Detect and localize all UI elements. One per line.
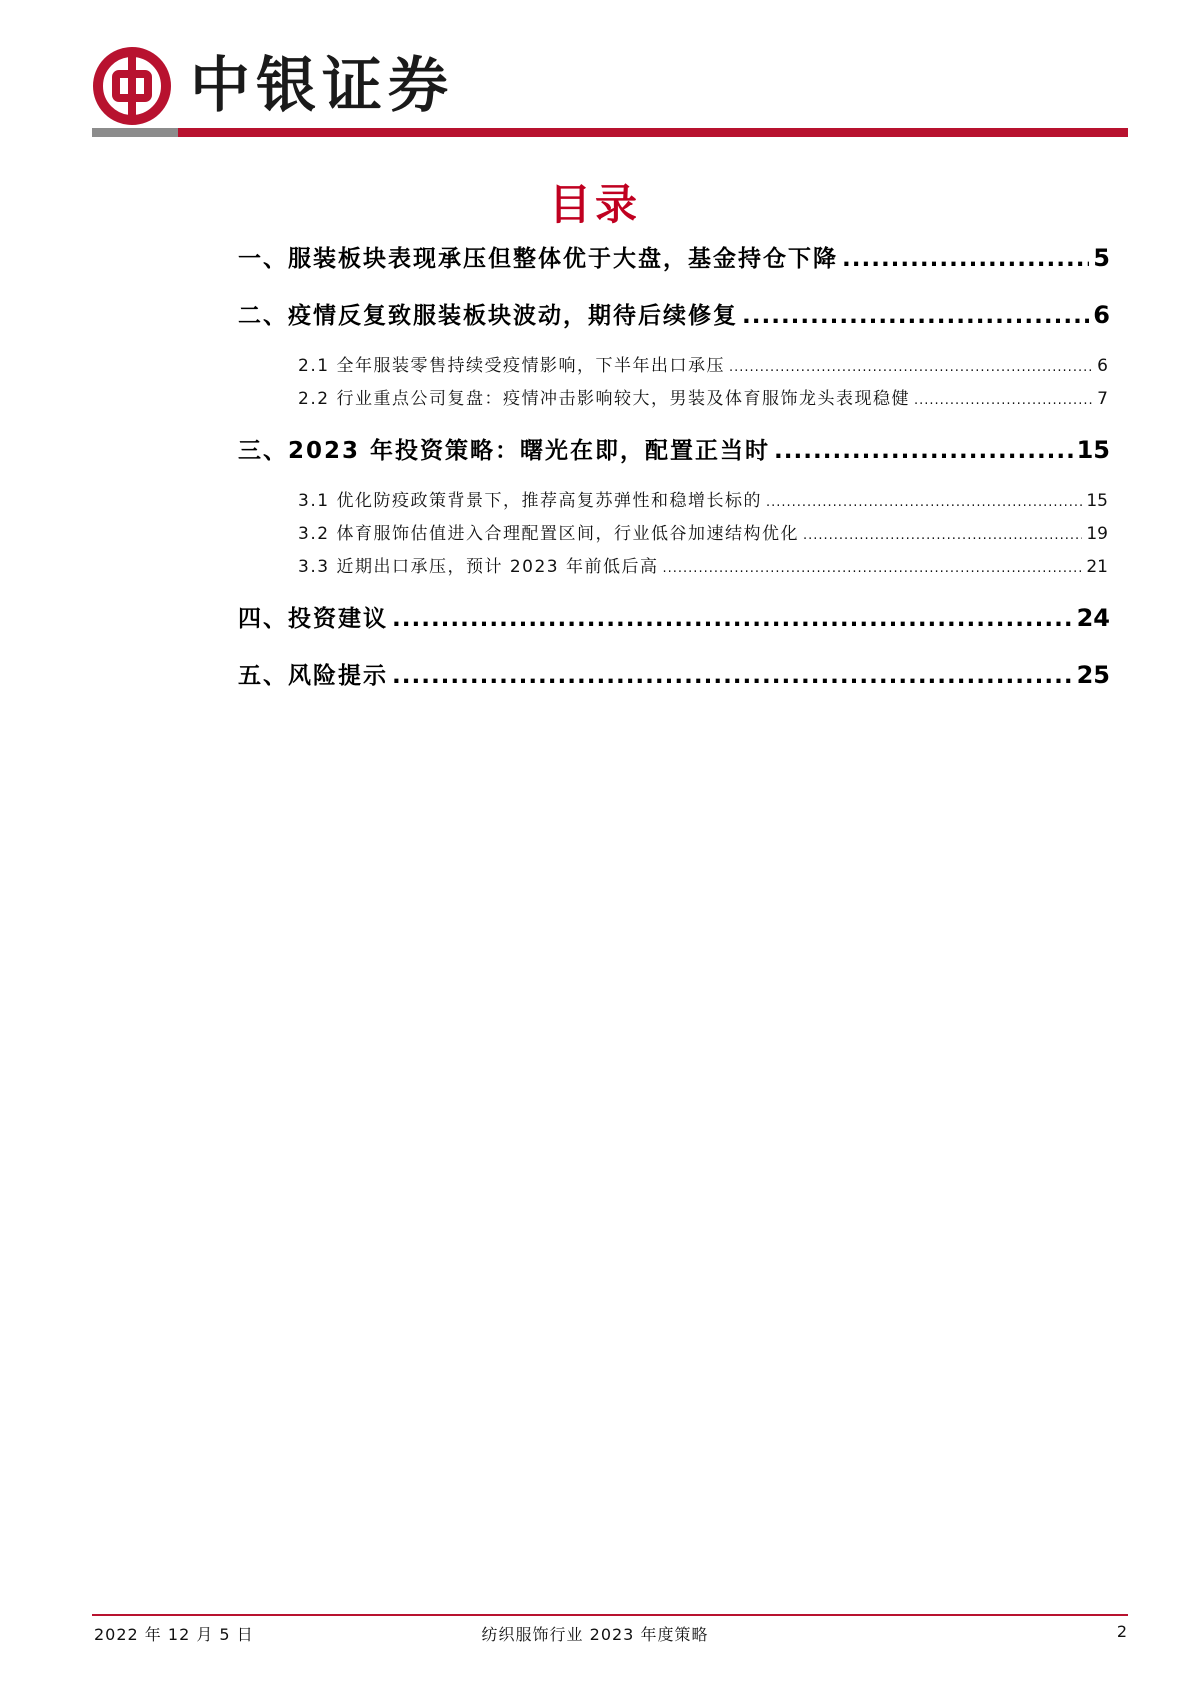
- toc-dot-leader: [914, 393, 1093, 408]
- toc-entry-label: 二、疫情反复致服装板块波动，期待后续修复: [238, 303, 738, 329]
- toc-dot-leader: [803, 528, 1082, 543]
- toc-subentry[interactable]: [298, 351, 1110, 376]
- toc-entry-page: 25: [1076, 661, 1110, 689]
- toc-entry[interactable]: [238, 240, 1110, 273]
- toc-dot-leader: [742, 303, 1089, 329]
- toc-dot-leader: [766, 495, 1082, 510]
- toc-subentry-label: 2.2 行业重点公司复盘：疫情冲击影响较大，男装及体育服饰龙头表现稳健: [298, 389, 910, 409]
- toc-entry-page: 24: [1076, 604, 1110, 632]
- toc-entry[interactable]: [238, 432, 1110, 465]
- toc-entry-page: 15: [1076, 436, 1110, 464]
- toc-title: 目录: [548, 180, 641, 229]
- header-logo: [92, 46, 454, 126]
- toc-subentry-page: 6: [1097, 356, 1108, 376]
- toc-subentry[interactable]: [298, 552, 1110, 577]
- toc-dot-leader: [663, 561, 1083, 576]
- brand-name: 中银证券: [190, 51, 454, 121]
- bank-of-china-logo-icon: [92, 46, 172, 126]
- toc-dot-leader: [842, 246, 1089, 272]
- toc-dot-leader: [774, 438, 1073, 464]
- header-rule: [92, 128, 1128, 137]
- toc-entry-page: 6: [1093, 301, 1110, 329]
- toc-subentry-page: 19: [1086, 524, 1108, 544]
- toc-dot-leader: [729, 360, 1093, 375]
- toc-subentry-label: 3.1 优化防疫政策背景下，推荐高复苏弹性和稳增长标的: [298, 491, 762, 511]
- toc-subentry-page: 7: [1097, 389, 1108, 409]
- footer-date: 2022 年 12 月 5 日: [94, 1625, 254, 1644]
- toc-subentry-label: 3.2 体育服饰估值进入合理配置区间，行业低谷加速结构优化: [298, 524, 799, 544]
- header-rule-red-segment: [178, 128, 1128, 137]
- toc-entry[interactable]: [238, 600, 1110, 633]
- toc-subentry-label: 2.1 全年服装零售持续受疫情影响，下半年出口承压: [298, 356, 725, 376]
- toc-subentry-page: 15: [1086, 491, 1108, 511]
- toc-subentry[interactable]: [298, 384, 1110, 409]
- toc-entry-label: 一、服装板块表现承压但整体优于大盘，基金持仓下降: [238, 246, 838, 272]
- toc-subentry[interactable]: [298, 486, 1110, 511]
- toc-dot-leader: [392, 606, 1073, 632]
- footer-report-title: 纺织服饰行业 2023 年度策略: [481, 1625, 709, 1644]
- footer-page-number: 2: [1116, 1622, 1128, 1641]
- toc-subentry[interactable]: [298, 519, 1110, 544]
- toc-entry-label: 五、风险提示: [238, 663, 388, 689]
- toc-entry[interactable]: [238, 657, 1110, 690]
- header-rule-gray-segment: [92, 128, 178, 137]
- toc-dot-leader: [392, 663, 1073, 689]
- toc-entry-label: 四、投资建议: [238, 606, 388, 632]
- toc-entry-label: 三、2023 年投资策略：曙光在即，配置正当时: [238, 438, 771, 464]
- toc-subentry-page: 21: [1086, 557, 1108, 577]
- toc-subentry-label: 3.3 近期出口承压，预计 2023 年前低后高: [298, 557, 659, 577]
- footer-rule: [92, 1614, 1128, 1616]
- toc-entry[interactable]: [238, 297, 1110, 330]
- toc-entry-page: 5: [1093, 244, 1110, 272]
